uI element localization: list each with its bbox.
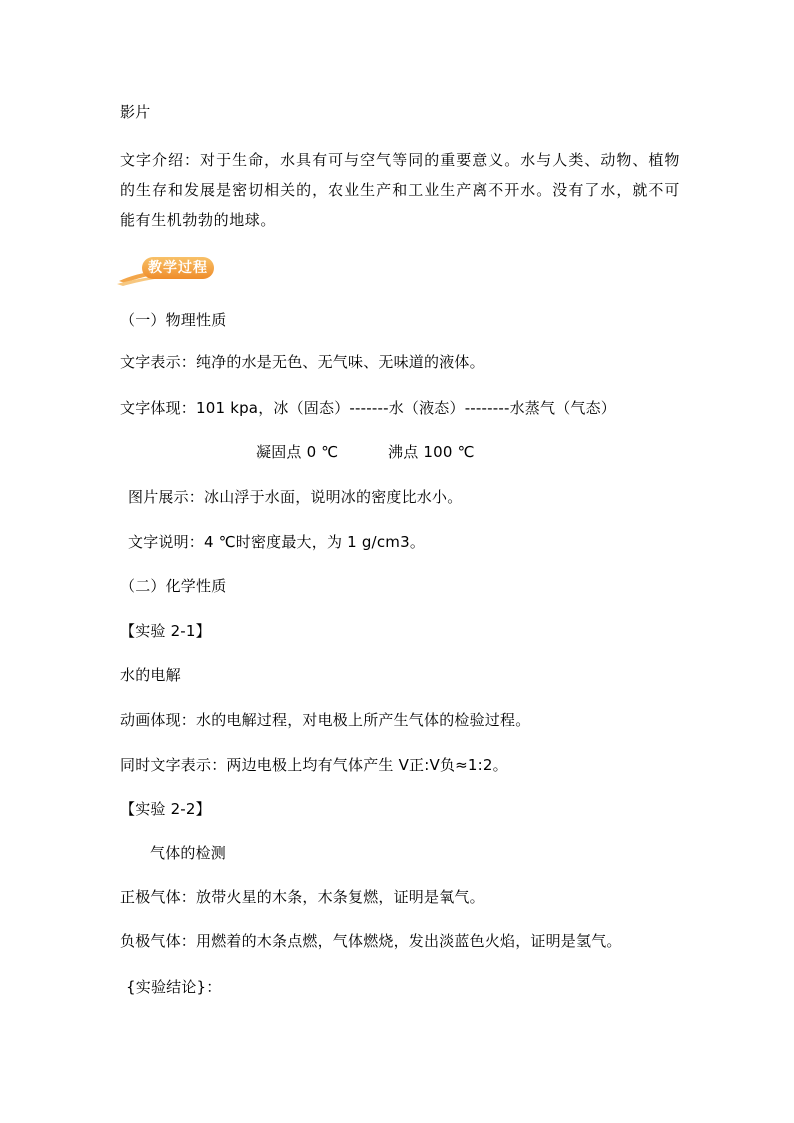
text-embody: 文字体现：101 kpa，冰（固态）-------水（液态）--------水蒸气（气态）	[120, 399, 616, 417]
text-show: 文字表示：纯净的水是无色、无气味、无味道的液体。	[120, 353, 485, 371]
physical-heading: （一）物理性质	[120, 311, 227, 329]
points-line: 凝固点 0 ℃ 沸点 100 ℃	[256, 443, 475, 461]
text-explain: 文字说明：4 ℃时密度最大，为 1 g/cm3。	[128, 533, 426, 551]
animation-line: 动画体现：水的电解过程，对电极上所产生气体的检验过程。	[120, 711, 531, 729]
simultaneous-line: 同时文字表示：两边电极上均有气体产生 V正:V负≈1:2。	[120, 756, 508, 774]
conclusion-line: {实验结论}：	[126, 978, 222, 996]
chemical-heading: （二）化学性质	[120, 577, 227, 595]
section-banner	[117, 251, 237, 287]
intro-paragraph: 文字介绍：对于生命，水具有可与空气等同的重要意义。水与人类、动物、植物的生存和发展是密切相关的，农业生产和工业生产离不开水。没有了水，就不可能有生机勃勃的地球。	[120, 151, 680, 229]
gas-test-line: 气体的检测	[150, 844, 227, 862]
electrolysis-line: 水的电解	[120, 666, 181, 684]
exp1-title: 【实验 2-1】	[120, 622, 211, 640]
exp2-title: 【实验 2-2】	[120, 800, 211, 818]
positive-line: 正极气体：放带火星的木条，木条复燃，证明是氧气。	[120, 888, 485, 906]
banner-label: 教学过程	[142, 257, 214, 279]
negative-line: 负极气体：用燃着的木条点燃，气体燃烧，发出淡蓝色火焰，证明是氢气。	[120, 932, 622, 950]
line-film: 影片	[120, 103, 151, 121]
picture-show: 图片展示：冰山浮于水面，说明冰的密度比水小。	[128, 488, 463, 506]
